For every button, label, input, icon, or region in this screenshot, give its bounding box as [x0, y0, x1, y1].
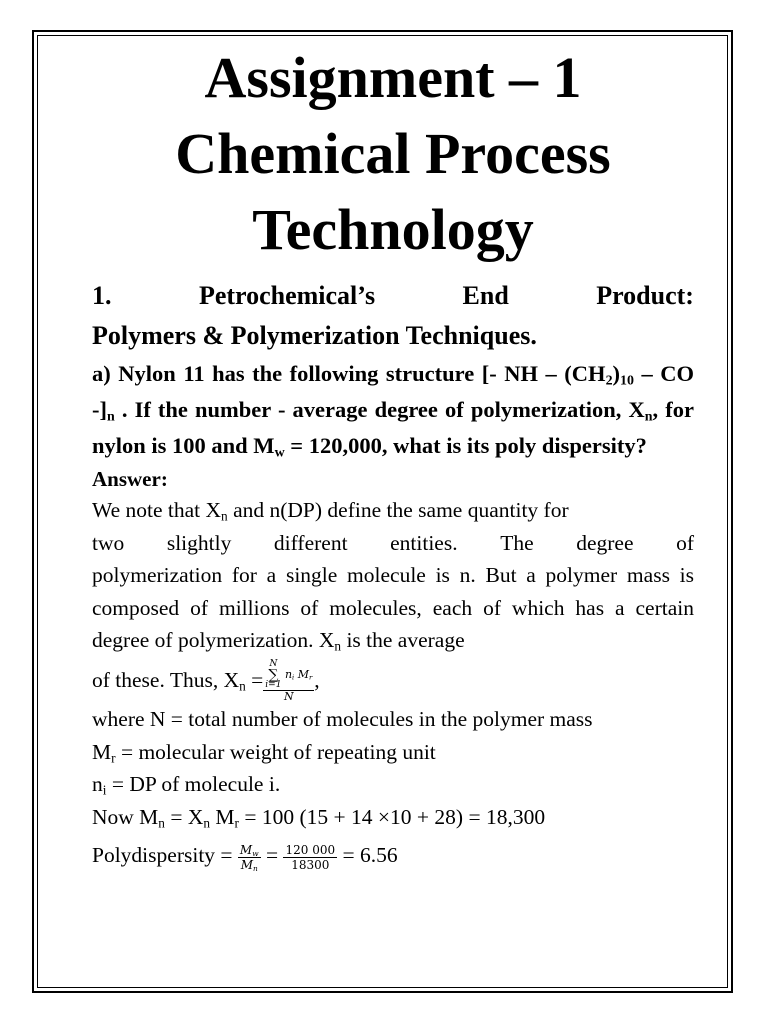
- text: = 100 (15 + 14 ×10 + 28) = 18,300: [239, 804, 546, 829]
- answer-label: Answer:: [92, 467, 168, 491]
- sum-upper: N: [269, 659, 278, 670]
- subscript: r: [234, 814, 239, 830]
- question-part: = 120,000, what is its poly dispersity?: [284, 433, 647, 458]
- heading-word: Product:: [596, 281, 694, 310]
- denominator: N: [283, 690, 294, 704]
- sum-symbol: ∑: [268, 667, 279, 684]
- subscript: r: [309, 673, 313, 682]
- text: M: [210, 804, 235, 829]
- text: M: [240, 857, 253, 872]
- text: = X: [164, 804, 204, 829]
- question-part: , for nylon is 100 and M: [92, 397, 694, 458]
- text: and n(DP) define the same quantity for: [227, 498, 569, 522]
- subscript: n: [239, 677, 246, 693]
- numerator: 120 000: [285, 842, 336, 857]
- section-number: 1.: [92, 281, 112, 310]
- heading-line-2: Polymers & Polymerization Techniques.: [92, 321, 537, 350]
- subscript: n: [158, 814, 165, 830]
- sum-lower: i=1: [265, 680, 282, 691]
- title-line: Chemical Process: [175, 121, 611, 186]
- subscript: n: [221, 508, 228, 524]
- subscript: n: [644, 409, 653, 425]
- document-content: [92, 40, 694, 877]
- word: slightly: [166, 530, 232, 555]
- question-part: Nylon 11 has the following structure [- NH – (CH: [118, 361, 606, 386]
- word: The: [500, 530, 534, 555]
- answer-line: [92, 527, 694, 560]
- subscript: i: [102, 782, 107, 798]
- text: = molecular weight of repeating unit: [115, 739, 436, 764]
- text: We note that X: [92, 498, 222, 522]
- text: = 6.56: [337, 843, 398, 868]
- text: = DP of molecule i.: [106, 772, 281, 797]
- answer-body: [92, 494, 694, 877]
- title-line: Assignment – 1: [204, 45, 582, 110]
- subscript: n: [334, 638, 342, 654]
- heading-word: End: [462, 281, 509, 310]
- answer-line: [92, 768, 694, 801]
- answer-line: [92, 494, 694, 527]
- answer-paragraph: [92, 559, 694, 657]
- question-part: ): [612, 361, 621, 386]
- text: M: [297, 668, 309, 682]
- subscript: w: [274, 445, 285, 461]
- word: different: [273, 530, 348, 555]
- summation-icon: [265, 660, 281, 690]
- document-title: [92, 40, 694, 268]
- text: polymerization for a single molecule is n. But a polymer mass is composed of millions of molecules, each of which has a certain degree of polymerization. X: [92, 563, 694, 652]
- denominator: 18300: [291, 857, 330, 872]
- text: M: [92, 739, 112, 764]
- numeric-fraction: [283, 843, 337, 872]
- word: degree: [576, 530, 634, 555]
- question-text: [92, 356, 694, 464]
- title-line: Technology: [252, 197, 534, 262]
- question-part: – CO -]: [92, 361, 695, 422]
- mw-mn-fraction: [238, 843, 261, 872]
- subscript: i: [292, 673, 295, 682]
- text: =: [260, 843, 284, 868]
- answer-line: [92, 736, 694, 769]
- subscript: n: [107, 409, 115, 425]
- text: M: [239, 842, 253, 857]
- word: of: [676, 530, 694, 555]
- subscript: r: [111, 749, 116, 765]
- polydispersity-line: [92, 833, 694, 877]
- text: is the average: [341, 628, 465, 652]
- subscript: 2: [605, 373, 613, 389]
- word: entities.: [390, 530, 458, 555]
- text: n: [284, 668, 293, 682]
- subscript: n: [253, 863, 258, 873]
- question-label: a): [92, 361, 111, 386]
- text: Polydispersity =: [92, 843, 238, 868]
- heading-word: Petrochemical’s: [198, 281, 376, 310]
- subscript: n: [203, 814, 211, 830]
- text: of these. Thus, X: [92, 667, 240, 692]
- answer-line: [92, 801, 694, 834]
- answer-line: where N = total number of molecules in the polymer mass: [92, 707, 593, 732]
- word: two: [92, 530, 125, 555]
- text: Now M: [92, 804, 159, 829]
- text: n: [92, 772, 103, 797]
- text: =: [245, 667, 264, 692]
- question-part: . If the number - average degree of polymerization, X: [114, 397, 645, 422]
- formula-line: [92, 657, 694, 704]
- subscript: w: [252, 848, 259, 858]
- sum-fraction: [263, 660, 314, 703]
- subscript: 10: [620, 373, 634, 389]
- text: ,: [314, 667, 320, 692]
- section-heading: [92, 276, 694, 356]
